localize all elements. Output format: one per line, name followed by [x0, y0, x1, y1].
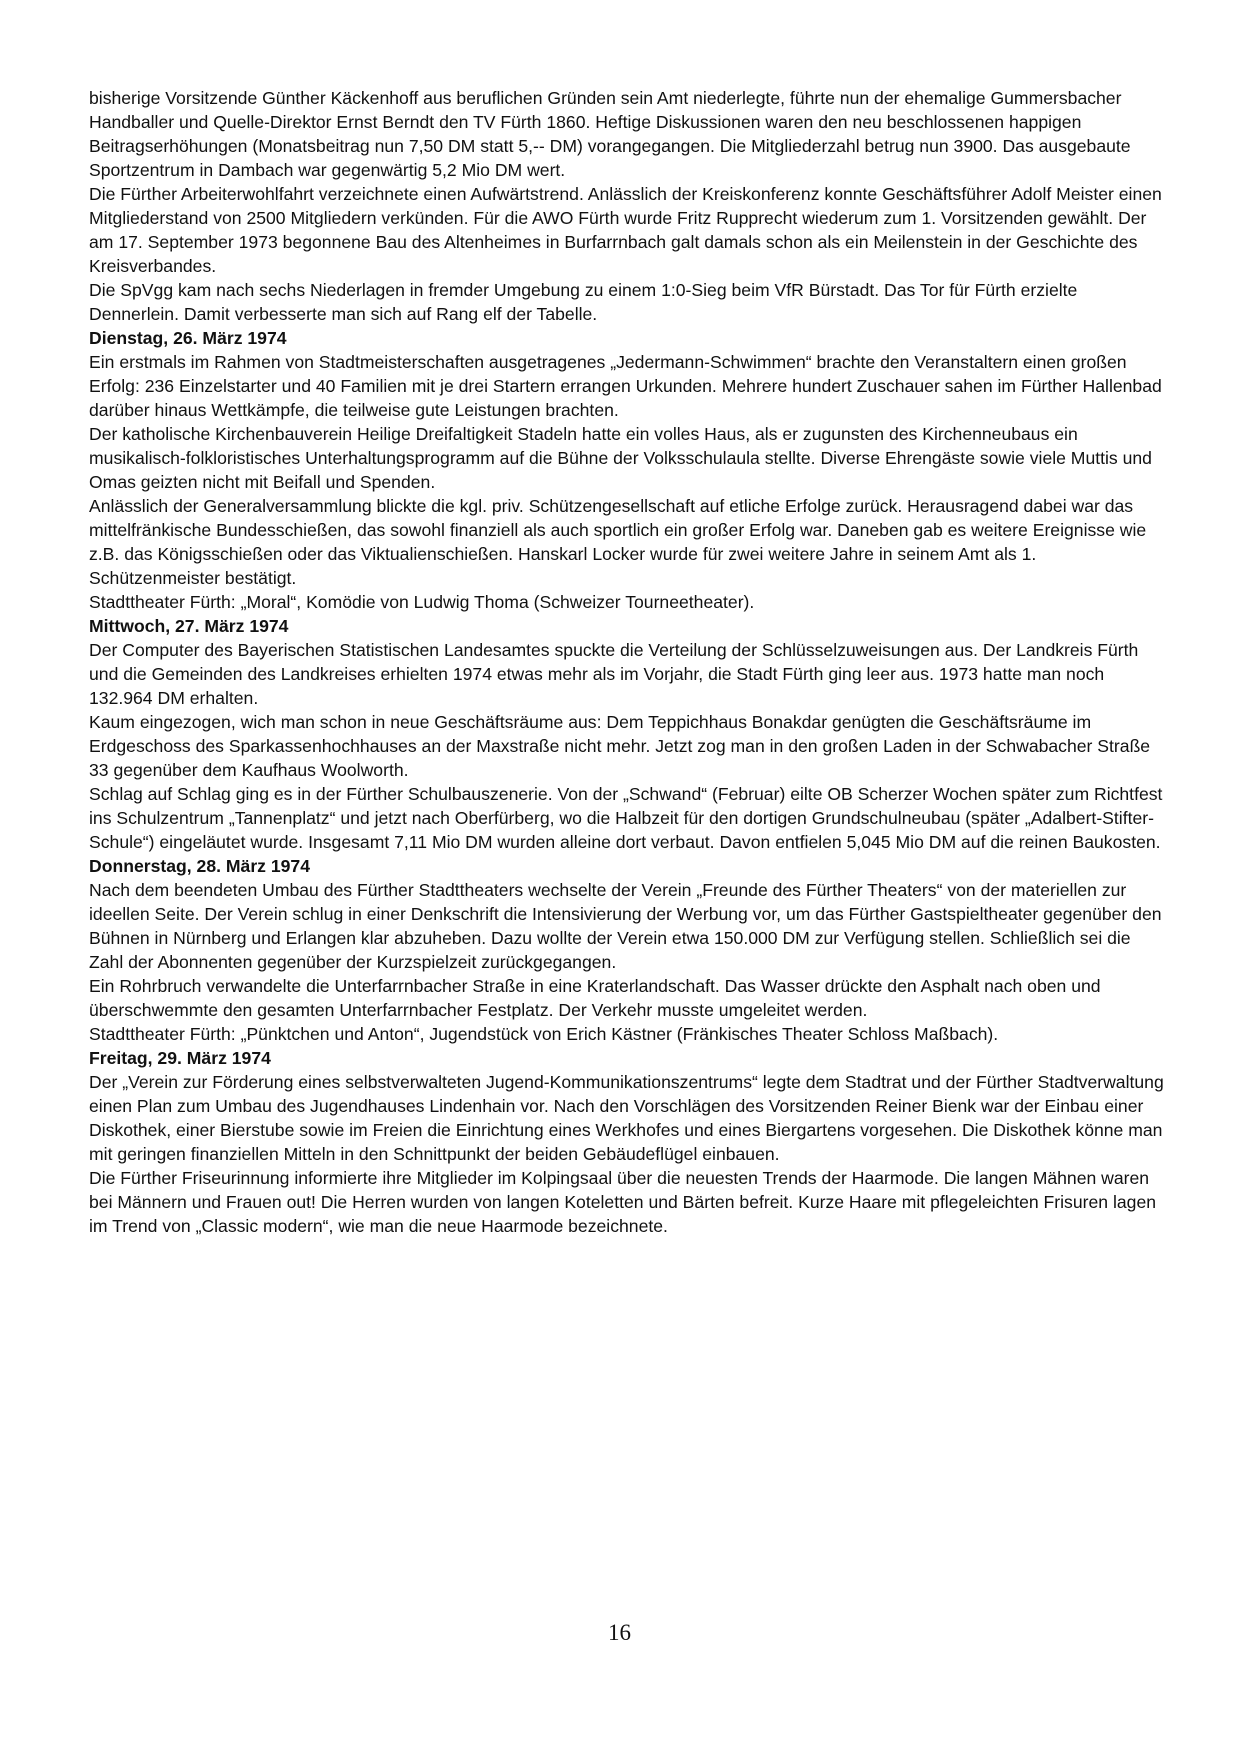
day-heading: Mittwoch, 27. März 1974 [89, 616, 289, 636]
day-entry-friday [89, 1046, 1164, 1238]
paragraph: Die Fürther Friseurinnung informierte ihre Mitglieder im Kolpingsaal über die neuesten Trends der Haarmode. Die langen Mähnen waren bei Männern und Frauen out! Die Herren wurden von langen Koteletten und Bärten befreit. Kurze Haare mit pflegeleichten Frisuren lagen im Trend von „Classic modern“, wie man die neue Haarmode bezeichnete. [89, 1168, 1157, 1236]
paragraph: Der Computer des Bayerischen Statistischen Landesamtes spuckte die Verteilung der Schlüsselzuweisungen aus. Der Landkreis Fürth und die Gemeinden des Landkreises erhielten 1974 etwas mehr als im Vorjahr, die Stadt Fürth ging leer aus. 1973 hatte man noch 132.964 DM erhalten. [89, 640, 1139, 708]
document-page [89, 86, 1164, 1238]
paragraph: Stadttheater Fürth: „Pünktchen und Anton“, Jugendstück von Erich Kästner (Fränkisches Theater Schloss Maßbach). [89, 1024, 999, 1044]
page-number: 16 [608, 1620, 631, 1645]
paragraph: Die Fürther Arbeiterwohlfahrt verzeichnete einen Aufwärtstrend. Anlässlich der Kreiskonferenz konnte Geschäftsführer Adolf Meister einen Mitgliederstand von 2500 Mitgliedern verkünden. Für die AWO Fürth wurde Fritz Rupprecht wiederum zum 1. Vorsitzenden gewählt. Der am 17. September 1973 begonnene Bau des Altenheimes in Burfarrnbach galt damals schon als ein Meilenstein in der Geschichte des Kreisverbandes. [89, 184, 1162, 276]
paragraph: Der „Verein zur Förderung eines selbstverwalteten Jugend-Kommunikationszentrums“ legte dem Stadtrat und der Fürther Stadtverwaltung einen Plan zum Umbau des Jugendhauses Lindenhain vor. Nach den Vorschlägen des Vorsitzenden Reiner Bienk war der Einbau einer Diskothek, einer Bierstube sowie im Freien die Einrichtung eines Werkhofes und eines Biergartens vorgesehen. Die Diskothek könne man mit geringen finanziellen Mitteln in den Schnittpunkt der beiden Gebäudeflügel einbauen. [89, 1072, 1164, 1164]
day-entry-wednesday [89, 614, 1164, 854]
paragraph: Anlässlich der Generalversammlung blickte die kgl. priv. Schützengesellschaft auf etliche Erfolge zurück. Herausragend dabei war das mittelfränkische Bundesschießen, das sowohl finanziell als auch sportlich ein großer Erfolg war. Daneben gab es weitere Ereignisse wie z.B. das Königsschießen oder das Viktualienschießen. Hanskarl Locker wurde für zwei weitere Jahre in seinem Amt als 1. Schützenmeister bestätigt. [89, 496, 1147, 588]
paragraph: bisherige Vorsitzende Günther Käckenhoff aus beruflichen Gründen sein Amt niederlegte, führte nun der ehemalige Gummersbacher Handballer und Quelle-Direktor Ernst Berndt den TV Fürth 1860. Heftige Diskussionen waren den neu beschlossenen happigen Beitragserhöhungen (Monatsbeitrag nun 7,50 DM statt 5,-- DM) vorangegangen. Die Mitgliederzahl betrug nun 3900. Das ausgebaute Sportzentrum in Dambach war gegenwärtig 5,2 Mio DM wert. [89, 88, 1131, 180]
day-heading: Freitag, 29. März 1974 [89, 1048, 271, 1068]
day-entry-tuesday [89, 326, 1164, 614]
day-heading: Dienstag, 26. März 1974 [89, 328, 287, 348]
day-entry-thursday [89, 854, 1164, 1046]
paragraph: Ein erstmals im Rahmen von Stadtmeisterschaften ausgetragenes „Jedermann-Schwimmen“ brachte den Veranstaltern einen großen Erfolg: 236 Einzelstarter und 40 Familien mit je drei Startern errangen Urkunden. Mehrere hundert Zuschauer sahen im Fürther Hallenbad darüber hinaus Wettkämpfe, die teilweise gute Leistungen brachten. [89, 352, 1162, 420]
paragraph: Der katholische Kirchenbauverein Heilige Dreifaltigkeit Stadeln hatte ein volles Haus, als er zugunsten des Kirchenneubaus ein musikalisch-folkloristisches Unterhaltungsprogramm auf die Bühne der Volksschulaula stellte. Diverse Ehrengäste sowie viele Muttis und Omas geizten nicht mit Beifall und Spenden. [89, 424, 1152, 492]
day-heading: Donnerstag, 28. März 1974 [89, 856, 310, 876]
paragraph: Schlag auf Schlag ging es in der Fürther Schulbauszenerie. Von der „Schwand“ (Februar) eilte OB Scherzer Wochen später zum Richtfest ins Schulzentrum „Tannenplatz“ und jetzt nach Oberfürberg, wo die Halbzeit für den dortigen Grundschulneubau (später „Adalbert-Stifter-Schule“) eingeläutet wurde. Insgesamt 7,11 Mio DM wurden alleine dort verbaut. Davon entfielen 5,045 Mio DM auf die reinen Baukosten. [89, 784, 1163, 852]
paragraph: Ein Rohrbruch verwandelte die Unterfarrnbacher Straße in eine Kraterlandschaft. Das Wasser drückte den Asphalt nach oben und überschwemmte den gesamten Unterfarrnbacher Festplatz. Der Verkehr musste umgeleitet werden. [89, 976, 1101, 1020]
paragraph: Nach dem beendeten Umbau des Fürther Stadttheaters wechselte der Verein „Freunde des Fürther Theaters“ von der materiellen zur ideellen Seite. Der Verein schlug in einer Denkschrift die Intensivierung der Werbung vor, um das Fürther Gastspieltheater gegenüber den Bühnen in Nürnberg und Erlangen klar abzuheben. Dazu wollte der Verein etwa 150.000 DM zur Verfügung stellen. Schließlich sei die Zahl der Abonnenten gegenüber der Kurzspielzeit zurückgegangen. [89, 880, 1162, 972]
paragraph: Stadttheater Fürth: „Moral“, Komödie von Ludwig Thoma (Schweizer Tourneetheater). [89, 592, 755, 612]
paragraph: Kaum eingezogen, wich man schon in neue Geschäftsräume aus: Dem Teppichhaus Bonakdar genügten die Geschäftsräume im Erdgeschoss des Sparkassenhochhauses an der Maxstraße nicht mehr. Jetzt zog man in den großen Laden in der Schwabacher Straße 33 gegenüber dem Kaufhaus Woolworth. [89, 712, 1151, 780]
intro-section [89, 86, 1164, 326]
paragraph: Die SpVgg kam nach sechs Niederlagen in fremder Umgebung zu einem 1:0-Sieg beim VfR Bürstadt. Das Tor für Fürth erzielte Dennerlein. Damit verbesserte man sich auf Rang elf der Tabelle. [89, 280, 1078, 324]
